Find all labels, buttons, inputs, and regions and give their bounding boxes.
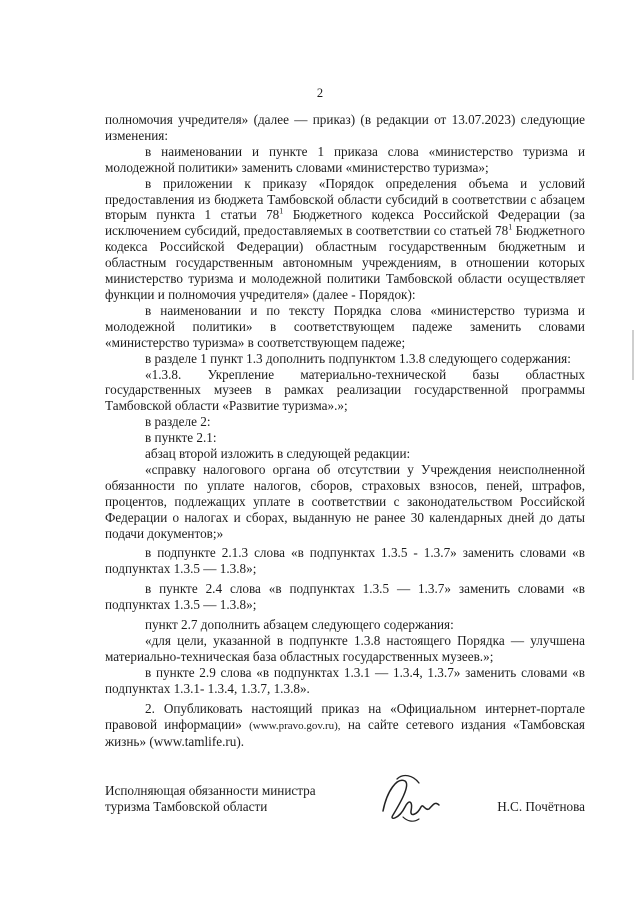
signer-title-line: туризма Тамбовской области — [105, 799, 268, 814]
paragraph: в пункте 2.4 слова «в подпунктах 1.3.5 — 1.3.7» заменить словами «в подпунктах 1.3.5 — 1.3.8»; — [105, 581, 585, 613]
paragraph: в пункте 2.9 слова «в подпунктах 1.3.1 — 1.3.4, 1.3.7» заменить словами «в подпунктах 1.3.1- 1.3.4, 1.3.7, 1.3.8». — [105, 664, 585, 696]
superscript: 1 — [508, 222, 513, 232]
paragraph-text: на сайте сетевого издания «Тамбовская жизнь» (www.tamlife.ru). — [105, 716, 585, 750]
paragraph: «1.3.8. Укрепление материально-технической базы областных государственных музеев в рамках реализации государственной программы Тамбовской области «Развитие туризма».»; — [105, 366, 585, 414]
paragraph-text: Бюджетного кодекса Российской Федерации) областным государственным бюджетным и областным государственным автономным учреждениям, в отношении которых министерство туризма и молодежной политики Тамбовской области осуществляет функции и полномочия учредителя» (далее - Порядок): — [105, 223, 586, 302]
paragraph: «для цели, указанной в подпункте 1.3.8 настоящего Порядка — улучшена материально-техническая база областных государственных музеев.»; — [105, 633, 585, 664]
document-body — [105, 112, 585, 750]
page-number: 2 — [316, 86, 324, 100]
paragraph: абзац второй изложить в следующей редакции: — [145, 446, 411, 462]
paragraph: пункт 2.7 дополнить абзацем следующего содержания: — [145, 617, 454, 633]
signer-title — [105, 783, 365, 815]
paragraph: в подпункте 2.1.3 слова «в подпунктах 1.3.5 - 1.3.7» заменить словами «в подпунктах 1.3.5 — 1.3.8»; — [105, 545, 585, 577]
signer-name: Н.С. Почётнова — [497, 799, 585, 814]
paragraph: в наименовании и по тексту Порядка слова «министерство туризма и молодежной политики» в соответствующем падеже заменить словами «министерство туризма» в соответствующем падеже; — [105, 302, 585, 350]
paragraph-text: в приложении к приказу «Порядок определения объема и условий предоставления из бюджета Тамбовской области субсидий в соответствии с абзацем вторым пункта 1 статьи 78 — [105, 175, 585, 223]
paragraph: полномочия учредителя» (далее — приказ) (в редакции от 13.07.2023) следующие изменения: — [105, 112, 585, 143]
paragraph-text: Бюджетного кодекса Российской Федерации (за исключением субсидий, предоставляемых в соответствии со статьей 78 — [105, 207, 585, 239]
paragraph: в пункте 2.1: — [145, 430, 217, 446]
superscript: 1 — [279, 207, 284, 217]
paragraph: в разделе 2: — [145, 414, 211, 430]
paragraph-text: 2. Опубликовать настоящий приказ на «Официальном интернет-портале правовой информации» — [105, 700, 585, 732]
paragraph: в разделе 1 пункт 1.3 дополнить подпунктом 1.3.8 следующего содержания: — [145, 350, 571, 366]
paragraph: в наименовании и пункте 1 приказа слова «министерство туризма и молодежной политики» заменить словами «министерство туризма»; — [105, 143, 585, 175]
paragraph: «справку налогового органа об отсутствии у Учреждения неисполненной обязанности по уплате налогов, сборов, страховых взносов, пеней, штрафов, процентов, подлежащих уплате в соответствии с законодательством Российской Федерации о налогах и сборах, выданную не ранее 30 календарных дней до даты подачи документов;» — [105, 461, 585, 541]
handwritten-signature — [373, 771, 453, 827]
signer-title-line: Исполняющая обязанности министра — [105, 783, 316, 798]
scan-margin-mark — [632, 330, 634, 380]
paragraph — [105, 701, 585, 751]
paragraph-link: (www.pravo.gov.ru), — [249, 719, 341, 732]
paragraph — [105, 176, 585, 303]
